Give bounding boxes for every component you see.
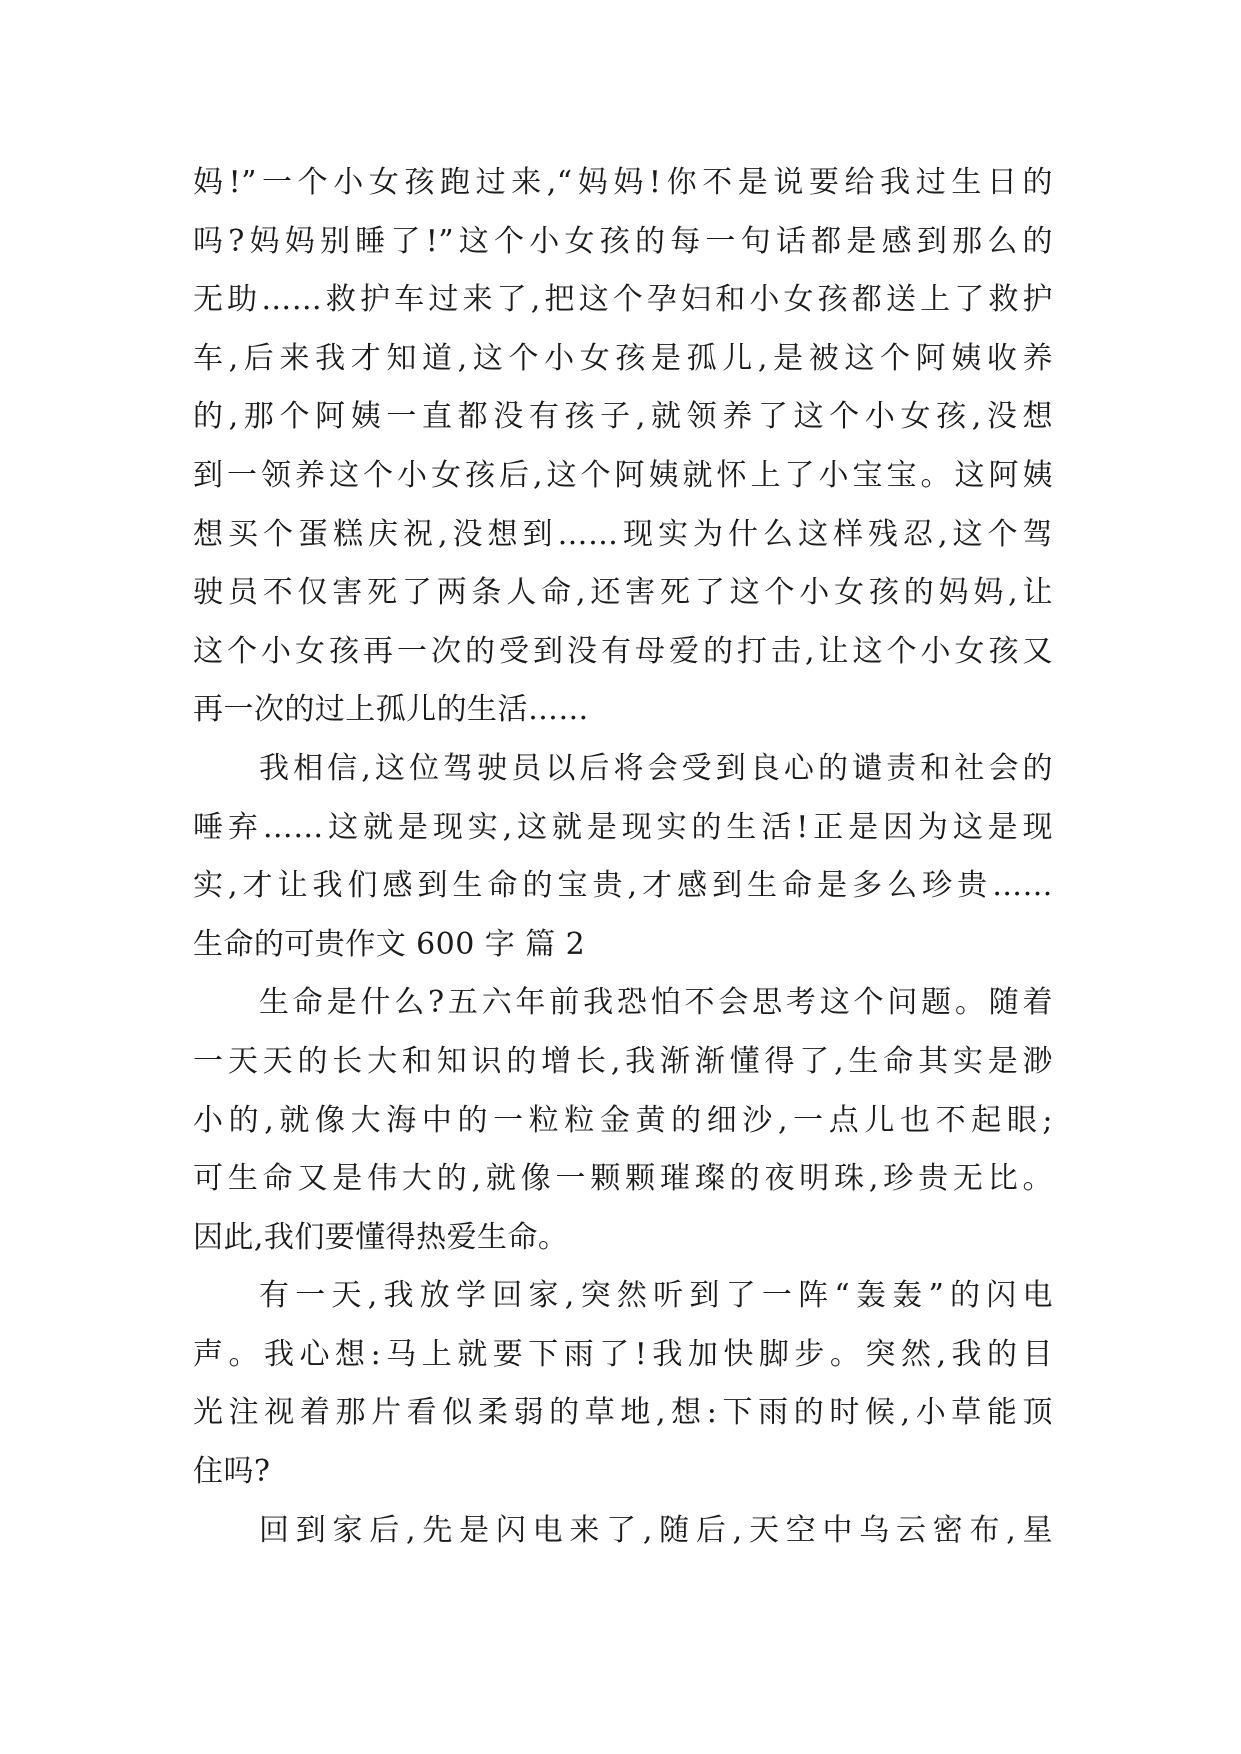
section-heading: 生命的可贵作文 600 字 篇 2 [193,926,586,962]
text-line: 妈!”一个小女孩跑过来,“妈妈!你不是说要给我过生日的 [193,165,1053,200]
paragraph [193,154,1053,740]
paragraph [193,740,1053,916]
text-line: 实,才让我们感到生命的宝贵,才感到生命是多么珍贵…… [193,868,1053,904]
document-body [193,154,1053,1560]
text-line: 生命是什么?五六年前我恐怕不会思考这个问题。随着 [259,985,1053,1021]
text-line: 再一次的过上孤儿的生活…… [193,692,589,728]
text-line: 回到家后,先是闪电来了,随后,天空中乌云密布,星 [259,1512,1053,1548]
text-line: 唾弃……这就是现实,这就是现实的生活!正是因为这是现 [193,809,1053,845]
paragraph [193,1502,1053,1561]
text-line: 我相信,这位驾驶员以后将会受到良心的谴责和社会的 [259,750,1053,786]
text-line: 吗?妈妈别睡了!”这个小女孩的每一句话都是感到那么的 [193,223,1053,259]
text-line: 到一领养这个小女孩后,这个阿姨就怀上了小宝宝。这阿姨 [193,457,1053,493]
text-line: 小的,就像大海中的一粒粒金黄的细沙,一点儿也不起眼; [193,1102,1053,1138]
text-line: 想买个蛋糕庆祝,没想到……现实为什么这样残忍,这个驾 [193,516,1053,552]
text-line: 有一天,我放学回家,突然听到了一阵“轰轰”的闪电 [259,1278,1053,1314]
paragraph [193,1267,1053,1501]
text-line: 可生命又是伟大的,就像一颗颗璀璨的夜明珠,珍贵无比。 [193,1161,1053,1197]
text-line: 无助……救护车过来了,把这个孕妇和小女孩都送上了救护 [193,282,1053,318]
text-line: 一天天的长大和知识的增长,我渐渐懂得了,生命其实是渺 [193,1043,1053,1079]
text-line: 因此,我们要懂得热爱生命。 [193,1219,569,1255]
text-line: 这个小女孩再一次的受到没有母爱的打击,让这个小女孩又 [193,633,1053,669]
paragraph [193,974,1053,1267]
text-line: 驶员不仅害死了两条人命,还害死了这个小女孩的妈妈,让 [193,575,1053,611]
text-line: 车,后来我才知道,这个小女孩是孤儿,是被这个阿姨收养 [193,340,1053,376]
text-line: 光注视着那片看似柔弱的草地,想:下雨的时候,小草能顶 [193,1395,1053,1431]
text-line: 的,那个阿姨一直都没有孩子,就领养了这个小女孩,没想 [193,399,1053,435]
text-line: 声。我心想:马上就要下雨了!我加快脚步。突然,我的目 [193,1336,1053,1372]
text-line: 住吗? [193,1454,271,1490]
